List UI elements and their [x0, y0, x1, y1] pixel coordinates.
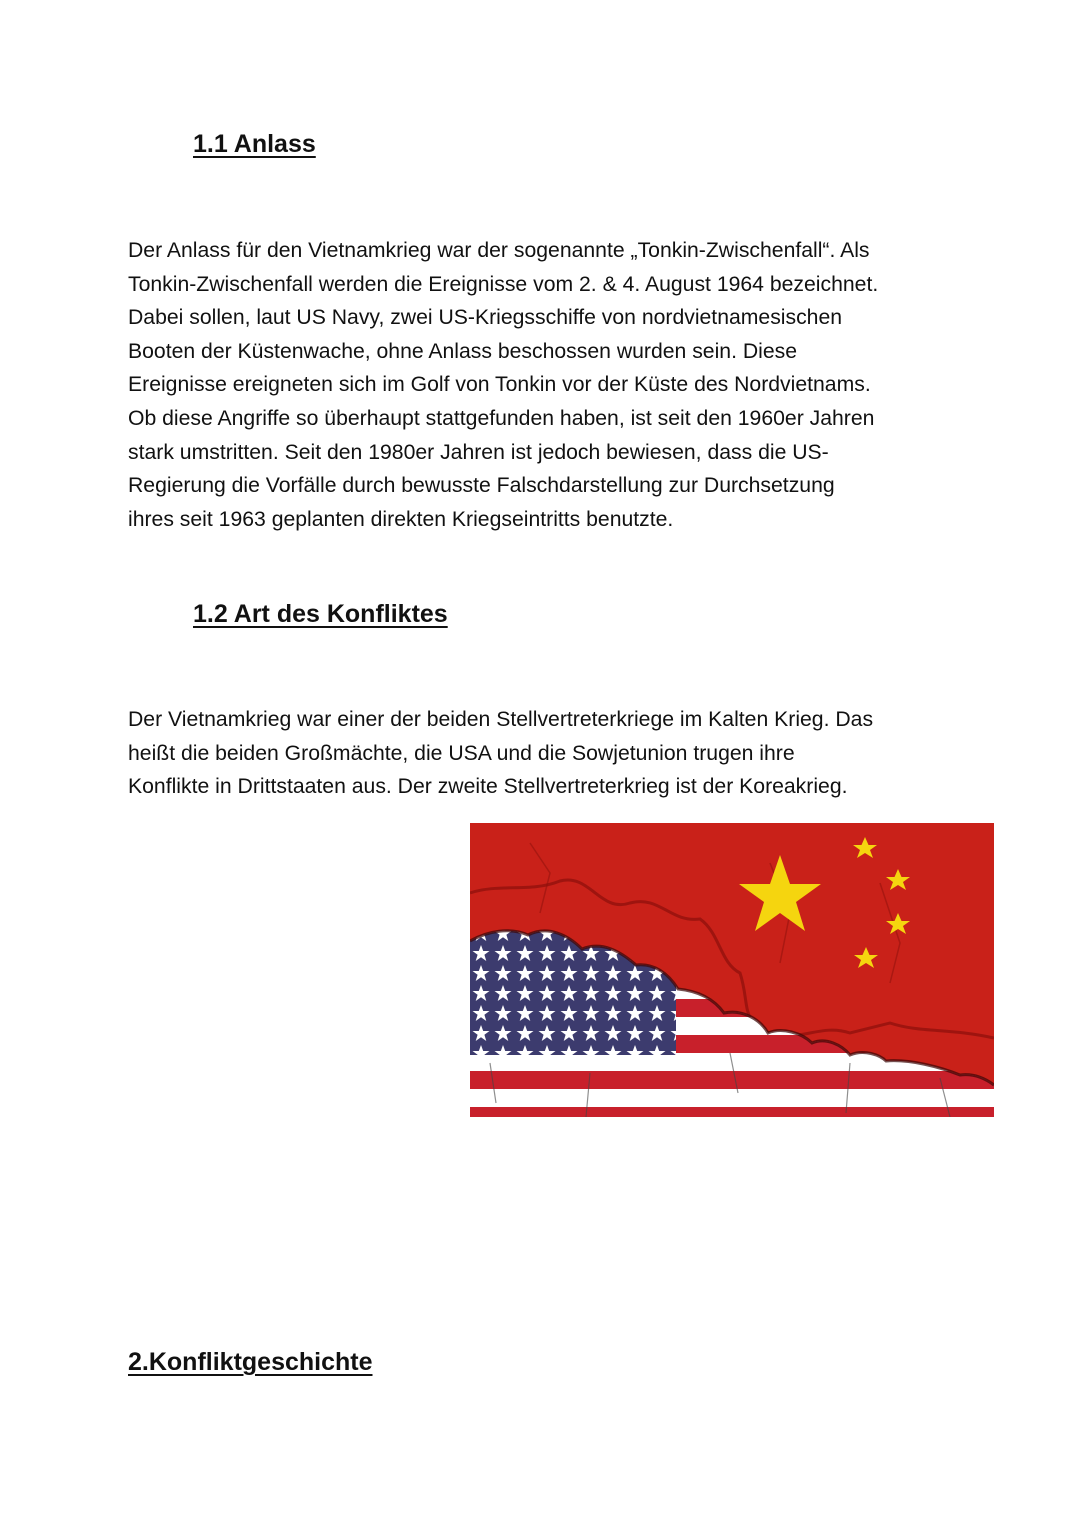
- paragraph-art-des-konfliktes: [128, 703, 988, 804]
- section-heading-konfliktgeschichte: 2.Konfliktgeschichte: [128, 1348, 373, 1376]
- text-line: Booten der Küstenwache, ohne Anlass beschossen wurden sein. Diese: [128, 339, 798, 363]
- text-line: Tonkin-Zwischenfall werden die Ereignisse vom 2. & 4. August 1964 bezeichnet.: [128, 272, 879, 296]
- text-line: stark umstritten. Seit den 1980er Jahren ist jedoch bewiesen, dass die US-: [128, 440, 829, 464]
- text-line: ihres seit 1963 geplanten direkten Kriegseintritts benutzte.: [128, 507, 674, 531]
- text-line: Ob diese Angriffe so überhaupt stattgefunden haben, ist seit den 1960er Jahren: [128, 406, 875, 430]
- text-line: heißt die beiden Großmächte, die USA und die Sowjetunion trugen ihre: [128, 741, 795, 765]
- text-line: Der Vietnamkrieg war einer der beiden Stellvertreterkriege im Kalten Krieg. Das: [128, 708, 874, 731]
- text-line: Regierung die Vorfälle durch bewusste Falschdarstellung zur Durchsetzung: [128, 474, 835, 498]
- cracked-us-china-flags-image: [470, 823, 994, 1117]
- text-line: Konflikte in Drittstaaten aus. Der zweite Stellvertreterkrieg ist der Koreakrieg.: [128, 775, 848, 799]
- paragraph-anlass: [128, 234, 988, 536]
- text-line: Dabei sollen, laut US Navy, zwei US-Kriegsschiffe von nordvietnamesischen: [128, 306, 843, 330]
- section-heading-anlass: 1.1 Anlass: [193, 130, 316, 158]
- text-line: Ereignisse ereigneten sich im Golf von Tonkin vor der Küste des Nordvietnams.: [128, 373, 871, 397]
- text-line: Der Anlass für den Vietnamkrieg war der sogenannte „Tonkin-Zwischenfall“. Als: [128, 239, 870, 262]
- section-heading-art-des-konfliktes: 1.2 Art des Konfliktes: [193, 600, 448, 628]
